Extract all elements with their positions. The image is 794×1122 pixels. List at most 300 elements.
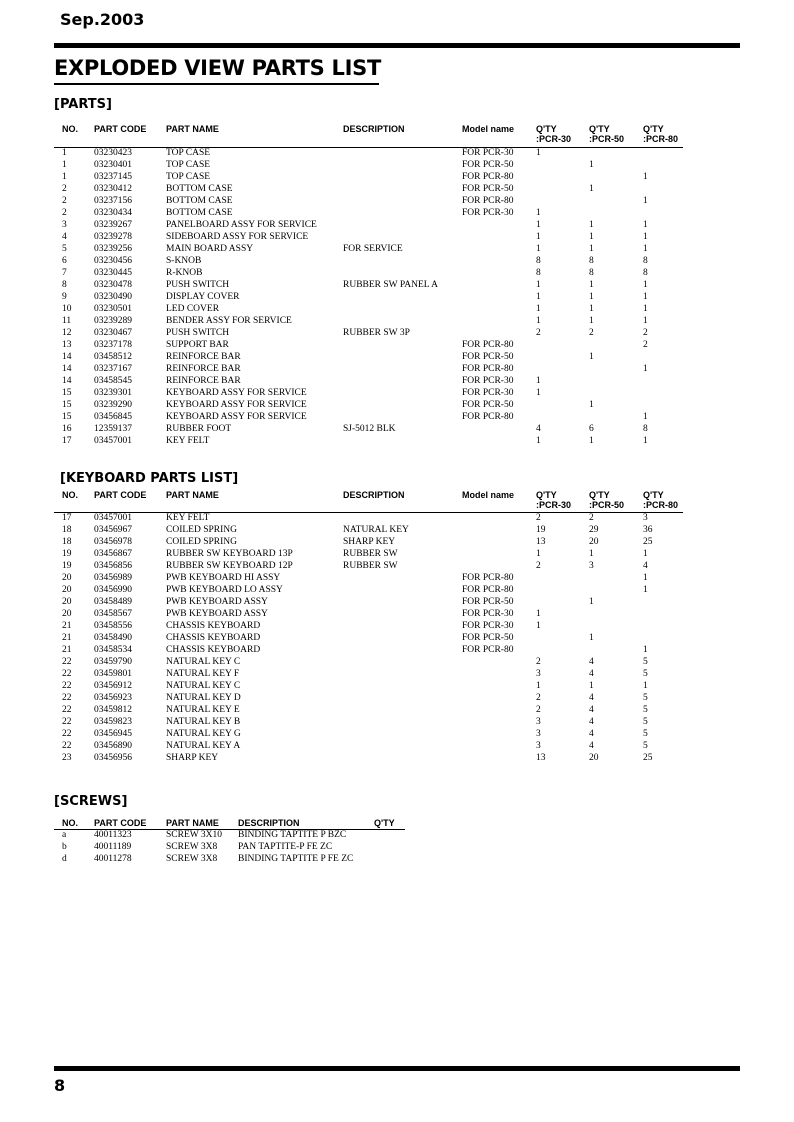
cell-q80: 1: [643, 549, 648, 559]
cell-name: KEY FELT: [166, 436, 210, 446]
table-row: [0, 219, 794, 231]
table-row: [0, 692, 794, 704]
cell-no: 18: [62, 537, 72, 547]
title-underline: [54, 83, 379, 85]
cell-q30: 1: [536, 292, 541, 302]
cell-name: CHASSIS KEYBOARD: [166, 645, 261, 655]
cell-no: 16: [62, 424, 72, 434]
screws-heading: [SCREWS]: [54, 794, 128, 809]
keyboard-heading: [KEYBOARD PARTS LIST]: [60, 471, 239, 486]
cell-no: 14: [62, 364, 72, 374]
cell-q80: 25: [643, 537, 653, 547]
cell-name: COILED SPRING: [166, 537, 237, 547]
cell-q50: 29: [589, 525, 599, 535]
cell-code: 03459790: [94, 657, 132, 667]
cell-code: 03237145: [94, 172, 132, 182]
column-header-code: PART CODE: [94, 490, 147, 500]
cell-desc: RUBBER SW 3P: [343, 328, 410, 338]
cell-no: 13: [62, 340, 72, 350]
cell-model: FOR PCR-80: [462, 340, 514, 350]
cell-q30: 3: [536, 669, 541, 679]
cell-no: 2: [62, 196, 67, 206]
cell-q50: 1: [589, 436, 594, 446]
cell-q80: 1: [643, 292, 648, 302]
cell-q50: 1: [589, 292, 594, 302]
cell-q30: 1: [536, 609, 541, 619]
cell-q50: 1: [589, 244, 594, 254]
table-row: [0, 620, 794, 632]
cell-q80: 1: [643, 585, 648, 595]
table-row: [0, 512, 794, 524]
cell-q30: 3: [536, 741, 541, 751]
cell-q50: 2: [589, 328, 594, 338]
cell-name: PUSH SWITCH: [166, 280, 230, 290]
cell-name: KEYBOARD ASSY FOR SERVICE: [166, 412, 307, 422]
table-row: [0, 171, 794, 183]
cell-code: 03458534: [94, 645, 132, 655]
cell-no: 1: [62, 160, 67, 170]
cell-q30: 2: [536, 657, 541, 667]
cell-code: 03230412: [94, 184, 132, 194]
cell-no: 12: [62, 328, 72, 338]
cell-desc: NATURAL KEY: [343, 525, 409, 535]
cell-no: 7: [62, 268, 67, 278]
cell-q50: 4: [589, 657, 594, 667]
cell-code: 03230490: [94, 292, 132, 302]
cell-no: 15: [62, 412, 72, 422]
cell-code: 40011189: [94, 842, 132, 852]
table-row: [0, 572, 794, 584]
bottom-rule: [54, 1066, 740, 1071]
cell-desc: PAN TAPTITE-P FE ZC: [238, 842, 333, 852]
cell-code: 03230467: [94, 328, 132, 338]
cell-q30: 1: [536, 280, 541, 290]
table-row: [0, 351, 794, 363]
cell-code: 03456956: [94, 753, 132, 763]
cell-name: NATURAL KEY C: [166, 681, 241, 691]
cell-no: 4: [62, 232, 67, 242]
cell-code: 03230401: [94, 160, 132, 170]
cell-q50: 1: [589, 597, 594, 607]
cell-q80: 2: [643, 340, 648, 350]
cell-q50: 2: [589, 513, 594, 523]
cell-q30: 1: [536, 244, 541, 254]
cell-q30: 13: [536, 753, 546, 763]
parts-heading: [PARTS]: [54, 97, 112, 112]
cell-q30: 13: [536, 537, 546, 547]
cell-q80: 5: [643, 669, 648, 679]
cell-code: 03456978: [94, 537, 132, 547]
cell-no: 8: [62, 280, 67, 290]
cell-no: 10: [62, 304, 72, 314]
cell-q80: 8: [643, 268, 648, 278]
cell-model: FOR PCR-30: [462, 148, 514, 158]
cell-q30: 1: [536, 681, 541, 691]
table-row: [0, 195, 794, 207]
cell-code: 03458567: [94, 609, 132, 619]
cell-name: PWB KEYBOARD ASSY: [166, 597, 268, 607]
cell-name: NATURAL KEY C: [166, 657, 241, 667]
cell-q80: 8: [643, 256, 648, 266]
table-row: [0, 243, 794, 255]
cell-code: 03456867: [94, 549, 132, 559]
cell-name: KEYBOARD ASSY FOR SERVICE: [166, 400, 307, 410]
cell-model: FOR PCR-80: [462, 585, 514, 595]
cell-q50: 1: [589, 316, 594, 326]
cell-q80: 8: [643, 424, 648, 434]
table-row: [0, 632, 794, 644]
cell-q80: 1: [643, 280, 648, 290]
cell-code: 03239267: [94, 220, 132, 230]
table-row: [0, 704, 794, 716]
cell-no: 9: [62, 292, 67, 302]
column-header-name: PART NAME: [166, 818, 219, 828]
column-header-code: PART CODE: [94, 124, 147, 134]
cell-no: 22: [62, 717, 72, 727]
cell-no: 22: [62, 669, 72, 679]
cell-q30: 3: [536, 729, 541, 739]
cell-name: SIDEBOARD ASSY FOR SERVICE: [166, 232, 309, 242]
cell-q30: 8: [536, 256, 541, 266]
table-row: [0, 596, 794, 608]
table-row: [0, 327, 794, 339]
table-row: [0, 644, 794, 656]
cell-q50: 1: [589, 232, 594, 242]
cell-code: 03230434: [94, 208, 132, 218]
cell-name: REINFORCE BAR: [166, 376, 241, 386]
cell-q30: 1: [536, 148, 541, 158]
cell-no: 20: [62, 609, 72, 619]
cell-no: 17: [62, 436, 72, 446]
cell-name: CHASSIS KEYBOARD: [166, 633, 261, 643]
cell-name: PWB KEYBOARD HI ASSY: [166, 573, 281, 583]
cell-q80: 5: [643, 705, 648, 715]
table-row: [0, 853, 794, 865]
cell-no: 17: [62, 513, 72, 523]
cell-name: TOP CASE: [166, 160, 211, 170]
table-row: [0, 291, 794, 303]
column-header-q80: Q'TY :PCR-80: [643, 124, 679, 144]
cell-no: 1: [62, 172, 67, 182]
cell-no: 6: [62, 256, 67, 266]
cell-q50: 1: [589, 352, 594, 362]
page-title: EXPLODED VIEW PARTS LIST: [54, 56, 381, 80]
cell-q80: 1: [643, 244, 648, 254]
cell-q30: 1: [536, 388, 541, 398]
table-row: [0, 560, 794, 572]
cell-q30: 1: [536, 621, 541, 631]
cell-code: 03456989: [94, 573, 132, 583]
cell-q50: 20: [589, 537, 599, 547]
cell-desc: RUBBER SW: [343, 549, 398, 559]
table-row: [0, 411, 794, 423]
cell-no: 11: [62, 316, 72, 326]
cell-no: 15: [62, 400, 72, 410]
table-row: [0, 363, 794, 375]
cell-q50: 1: [589, 160, 594, 170]
cell-q30: 2: [536, 705, 541, 715]
cell-name: NATURAL KEY F: [166, 669, 240, 679]
cell-no: 14: [62, 352, 72, 362]
table-row: [0, 231, 794, 243]
table-row: [0, 159, 794, 171]
cell-name: NATURAL KEY E: [166, 705, 240, 715]
cell-q50: 1: [589, 549, 594, 559]
cell-q80: 1: [643, 681, 648, 691]
cell-no: 2: [62, 208, 67, 218]
cell-q30: 1: [536, 316, 541, 326]
cell-desc: RUBBER SW PANEL A: [343, 280, 438, 290]
cell-q50: 1: [589, 280, 594, 290]
column-header-desc: DESCRIPTION: [343, 124, 405, 134]
column-header-no: NO.: [62, 818, 79, 828]
cell-code: 03237167: [94, 364, 132, 374]
cell-no: 22: [62, 741, 72, 751]
cell-desc: SHARP KEY: [343, 537, 396, 547]
column-header-no: NO.: [62, 490, 79, 500]
cell-q80: 4: [643, 561, 648, 571]
cell-q30: 1: [536, 208, 541, 218]
cell-q30: 1: [536, 220, 541, 230]
cell-q80: 5: [643, 693, 648, 703]
table-row: [0, 375, 794, 387]
table-row: [0, 548, 794, 560]
cell-name: RUBBER FOOT: [166, 424, 232, 434]
column-header-desc: DESCRIPTION: [238, 818, 300, 828]
cell-model: FOR PCR-30: [462, 388, 514, 398]
cell-no: 23: [62, 753, 72, 763]
cell-q50: 1: [589, 304, 594, 314]
cell-model: FOR PCR-30: [462, 208, 514, 218]
cell-code: 40011323: [94, 830, 132, 840]
column-header-model: Model name: [462, 490, 515, 500]
cell-no: 22: [62, 681, 72, 691]
cell-name: NATURAL KEY A: [166, 741, 241, 751]
cell-model: FOR PCR-30: [462, 376, 514, 386]
cell-q50: 20: [589, 753, 599, 763]
cell-q50: 1: [589, 184, 594, 194]
cell-name: REINFORCE BAR: [166, 352, 241, 362]
cell-name: R-KNOB: [166, 268, 203, 278]
table-row: [0, 728, 794, 740]
cell-q80: 1: [643, 412, 648, 422]
cell-name: RUBBER SW KEYBOARD 13P: [166, 549, 293, 559]
cell-no: 21: [62, 645, 72, 655]
cell-q30: 2: [536, 513, 541, 523]
cell-no: 15: [62, 388, 72, 398]
cell-model: FOR PCR-50: [462, 400, 514, 410]
top-rule: [54, 43, 740, 48]
column-header-code: PART CODE: [94, 818, 147, 828]
column-header-model: Model name: [462, 124, 515, 134]
table-row: [0, 668, 794, 680]
cell-code: 03458489: [94, 597, 132, 607]
cell-no: 18: [62, 525, 72, 535]
cell-code: 03239256: [94, 244, 132, 254]
cell-q30: 2: [536, 693, 541, 703]
table-row: [0, 315, 794, 327]
cell-code: 03456856: [94, 561, 132, 571]
cell-model: FOR PCR-50: [462, 633, 514, 643]
cell-code: 03239301: [94, 388, 132, 398]
cell-q50: 1: [589, 400, 594, 410]
cell-q80: 5: [643, 729, 648, 739]
table-row: [0, 740, 794, 752]
cell-code: 03230423: [94, 148, 132, 158]
cell-no: 20: [62, 585, 72, 595]
cell-q80: 3: [643, 513, 648, 523]
table-row: [0, 255, 794, 267]
cell-no: 5: [62, 244, 67, 254]
cell-no: 3: [62, 220, 67, 230]
cell-name: NATURAL KEY B: [166, 717, 241, 727]
cell-q50: 4: [589, 729, 594, 739]
cell-q80: 1: [643, 436, 648, 446]
cell-code: 03237178: [94, 340, 132, 350]
cell-code: 03456845: [94, 412, 132, 422]
cell-q80: 1: [643, 645, 648, 655]
cell-no: 22: [62, 729, 72, 739]
cell-no: 22: [62, 693, 72, 703]
table-row: [0, 841, 794, 853]
cell-q80: 36: [643, 525, 653, 535]
cell-q80: 2: [643, 328, 648, 338]
cell-name: SUPPORT BAR: [166, 340, 229, 350]
cell-q80: 1: [643, 232, 648, 242]
cell-q50: 8: [589, 256, 594, 266]
column-header-no: NO.: [62, 124, 79, 134]
cell-code: 03459801: [94, 669, 132, 679]
cell-code: 03230478: [94, 280, 132, 290]
table-row: [0, 680, 794, 692]
cell-name: LED COVER: [166, 304, 220, 314]
cell-name: SCREW 3X10: [166, 830, 223, 840]
cell-code: 03239290: [94, 400, 132, 410]
cell-code: 03230445: [94, 268, 132, 278]
cell-q80: 5: [643, 717, 648, 727]
cell-name: NATURAL KEY G: [166, 729, 241, 739]
cell-code: 03456967: [94, 525, 132, 535]
cell-q50: 1: [589, 220, 594, 230]
cell-name: SCREW 3X8: [166, 842, 218, 852]
table-row: [0, 387, 794, 399]
cell-code: 03239278: [94, 232, 132, 242]
cell-no: d: [62, 854, 67, 864]
cell-q50: 1: [589, 633, 594, 643]
cell-q30: 1: [536, 436, 541, 446]
cell-q50: 4: [589, 705, 594, 715]
cell-no: a: [62, 830, 67, 840]
table-row: [0, 339, 794, 351]
cell-q80: 25: [643, 753, 653, 763]
cell-name: KEY FELT: [166, 513, 210, 523]
cell-model: FOR PCR-80: [462, 172, 514, 182]
cell-code: 40011278: [94, 854, 132, 864]
cell-code: 03459812: [94, 705, 132, 715]
cell-q80: 1: [643, 172, 648, 182]
table-row: [0, 267, 794, 279]
cell-no: 20: [62, 597, 72, 607]
cell-name: BOTTOM CASE: [166, 196, 233, 206]
cell-name: COILED SPRING: [166, 525, 237, 535]
cell-code: 03456890: [94, 741, 132, 751]
cell-no: 20: [62, 573, 72, 583]
cell-model: FOR PCR-50: [462, 352, 514, 362]
cell-desc: BINDING TAPTITE P BZC: [238, 830, 347, 840]
cell-desc: SJ-5012 BLK: [343, 424, 396, 434]
cell-q50: 3: [589, 561, 594, 571]
table-row: [0, 656, 794, 668]
cell-name: DISPLAY COVER: [166, 292, 240, 302]
cell-name: PUSH SWITCH: [166, 328, 230, 338]
cell-code: 03456945: [94, 729, 132, 739]
cell-no: 22: [62, 657, 72, 667]
cell-q80: 1: [643, 364, 648, 374]
cell-q50: 6: [589, 424, 594, 434]
cell-code: 03456912: [94, 681, 132, 691]
cell-code: 03458556: [94, 621, 132, 631]
column-header-name: PART NAME: [166, 490, 219, 500]
cell-code: 03456923: [94, 693, 132, 703]
table-row: [0, 608, 794, 620]
table-row: [0, 584, 794, 596]
cell-q50: 4: [589, 693, 594, 703]
column-header-name: PART NAME: [166, 124, 219, 134]
column-header-desc: DESCRIPTION: [343, 490, 405, 500]
cell-code: 03458512: [94, 352, 132, 362]
cell-name: BENDER ASSY FOR SERVICE: [166, 316, 292, 326]
table-row: [0, 207, 794, 219]
cell-no: 19: [62, 549, 72, 559]
cell-name: SHARP KEY: [166, 753, 219, 763]
column-header-q50: Q'TY :PCR-50: [589, 490, 625, 510]
cell-q30: 2: [536, 561, 541, 571]
cell-name: REINFORCE BAR: [166, 364, 241, 374]
cell-q30: 19: [536, 525, 546, 535]
table-row: [0, 435, 794, 447]
cell-model: FOR PCR-50: [462, 160, 514, 170]
cell-code: 03456990: [94, 585, 132, 595]
cell-model: FOR PCR-50: [462, 597, 514, 607]
cell-q30: 8: [536, 268, 541, 278]
table-row: [0, 399, 794, 411]
cell-q80: 1: [643, 196, 648, 206]
cell-name: BOTTOM CASE: [166, 208, 233, 218]
table-row: [0, 279, 794, 291]
cell-model: FOR PCR-80: [462, 645, 514, 655]
cell-no: 14: [62, 376, 72, 386]
cell-name: S-KNOB: [166, 256, 202, 266]
column-header-q50: Q'TY :PCR-50: [589, 124, 625, 144]
table-row: [0, 829, 794, 841]
cell-q50: 4: [589, 741, 594, 751]
cell-code: 03458490: [94, 633, 132, 643]
cell-name: PANELBOARD ASSY FOR SERVICE: [166, 220, 317, 230]
cell-name: BOTTOM CASE: [166, 184, 233, 194]
cell-code: 03239289: [94, 316, 132, 326]
cell-q30: 1: [536, 376, 541, 386]
column-header-q80: Q'TY :PCR-80: [643, 490, 679, 510]
table-row: [0, 423, 794, 435]
cell-name: CHASSIS KEYBOARD: [166, 621, 261, 631]
table-row: [0, 752, 794, 764]
cell-no: 21: [62, 633, 72, 643]
cell-code: 03457001: [94, 436, 132, 446]
cell-no: 21: [62, 621, 72, 631]
table-row: [0, 716, 794, 728]
cell-name: KEYBOARD ASSY FOR SERVICE: [166, 388, 307, 398]
cell-name: TOP CASE: [166, 148, 211, 158]
